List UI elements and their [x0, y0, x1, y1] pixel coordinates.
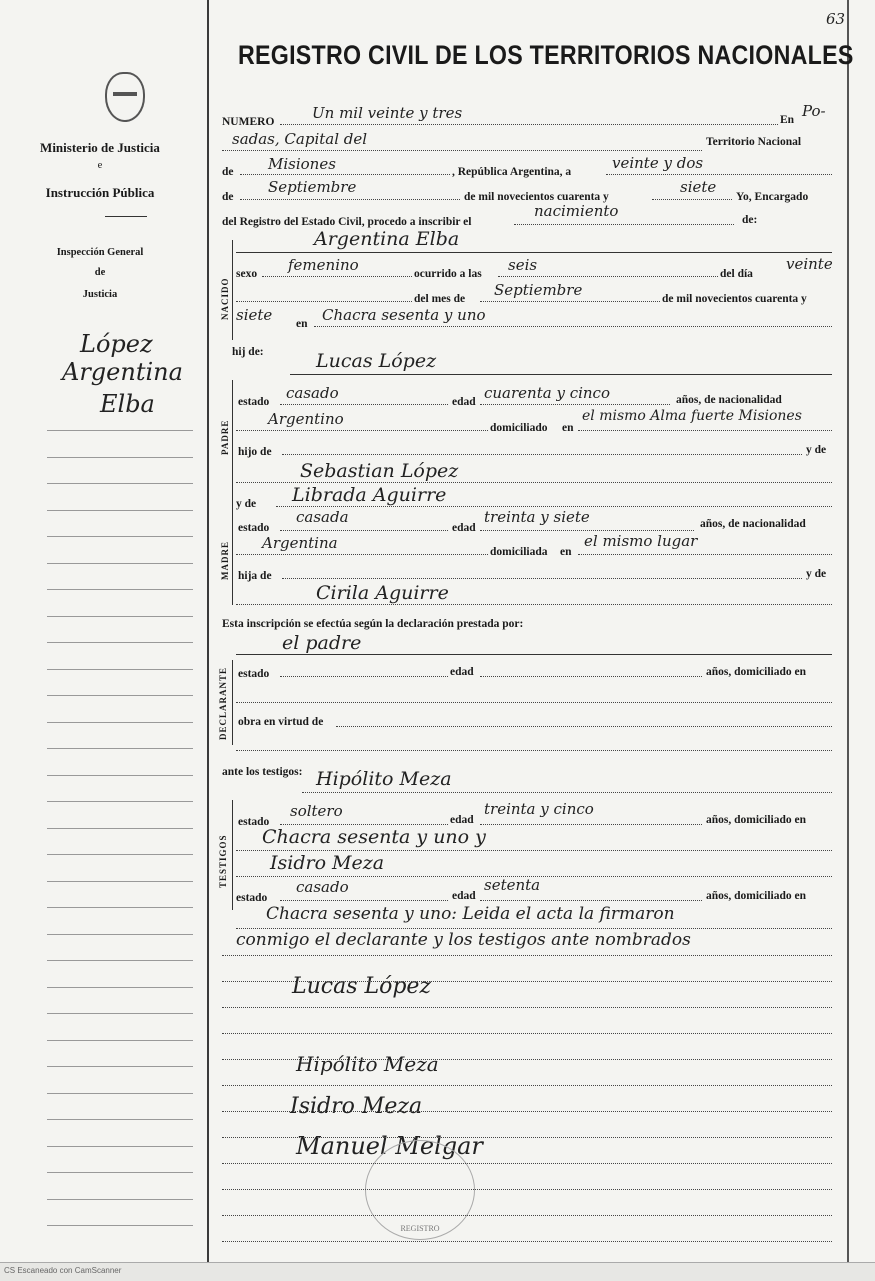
abuela-materna-value: Cirila Aguirre	[316, 582, 449, 604]
margin-rule	[47, 960, 193, 961]
rule	[232, 660, 233, 745]
margin-rule	[47, 695, 193, 696]
declarante-estado-label: estado	[238, 668, 270, 680]
page-edge	[847, 0, 849, 1262]
signature-rule	[222, 1007, 832, 1008]
madre-en-label: en	[560, 546, 572, 558]
margin-rule	[47, 510, 193, 511]
padre-domiciliado-label: domiciliado	[490, 422, 548, 434]
rule	[232, 380, 233, 605]
madre-edad-value: treinta y siete	[484, 508, 590, 526]
margin-rule	[47, 1199, 193, 1200]
abuela-paterna-value: Librada Aguirre	[292, 484, 447, 506]
registry-seal	[365, 1140, 475, 1240]
margin-rule	[47, 722, 193, 723]
padre-hijo-label: hijo de	[238, 446, 272, 458]
rule	[262, 276, 412, 277]
rule	[232, 800, 233, 910]
rule	[480, 676, 702, 677]
t2-edad-value: setenta	[484, 876, 541, 894]
margin-rule	[47, 483, 193, 484]
t2-estado-value: casado	[296, 878, 349, 896]
nacido-name: Argentina Elba	[314, 228, 460, 250]
inspection-line1: Inspección General	[56, 247, 144, 258]
abuelo-paterno-value: Sebastian López	[300, 460, 459, 482]
margin-rule	[47, 881, 193, 882]
madre-domicilio-value: el mismo lugar	[584, 532, 698, 550]
margin-rule	[47, 669, 193, 670]
padre-yde-label: y de	[236, 498, 257, 510]
declarante-edad-label: edad	[450, 666, 474, 678]
signature-rule	[222, 1215, 832, 1216]
dia-label: del día	[720, 268, 753, 280]
signature-testigo2: Isidro Meza	[290, 1094, 423, 1119]
margin-rule	[47, 987, 193, 988]
madre-nacionalidad-value: Argentina	[262, 534, 338, 552]
rule	[280, 824, 448, 825]
margin-rule	[47, 642, 193, 643]
hijo-label: hij de:	[232, 346, 264, 358]
margin-rule	[47, 1013, 193, 1014]
document-title: REGISTRO CIVIL DE LOS TERRITORIOS NACIONALES	[238, 40, 854, 70]
padre-en-label: en	[562, 422, 574, 434]
testigos-ante-label: ante los testigos:	[222, 766, 303, 778]
margin-rule	[47, 1093, 193, 1094]
rule	[480, 530, 694, 531]
padre-estado-label: estado	[238, 396, 270, 408]
madre-section-label: MADRE	[220, 541, 230, 580]
margin-rule	[47, 430, 193, 431]
rule	[498, 276, 718, 277]
madre-edad-label: edad	[452, 522, 476, 534]
rule	[280, 676, 448, 677]
margin-rule	[47, 1119, 193, 1120]
mes-label: del mes de	[414, 293, 466, 305]
rule	[236, 928, 832, 929]
margin-rule	[47, 907, 193, 908]
madre-anios-label: años, de nacionalidad	[700, 518, 806, 530]
declarante-anios-label: años, domiciliado en	[706, 666, 807, 678]
rule	[280, 530, 448, 531]
lugar-value: Chacra sesenta y uno	[322, 306, 486, 324]
t1-estado-label: estado	[238, 816, 270, 828]
page-fold	[207, 0, 209, 1262]
madre-estado-value: casada	[296, 508, 349, 526]
margin-annotation-name2: Elba	[100, 390, 155, 418]
ministry-line1: Ministerio de Justicia	[40, 140, 160, 155]
territory-value: Misiones	[268, 155, 336, 173]
registro-label: del Registro del Estado Civil, procedo a inscribir el	[222, 216, 472, 228]
year-label: de mil novecientos cuarenta y	[464, 191, 609, 203]
margin-rule	[47, 1040, 193, 1041]
signature-rule	[222, 1163, 832, 1164]
madre-domiciliada-label: domiciliada	[490, 546, 548, 558]
madre-yde-end-label: y de	[806, 568, 827, 580]
rule	[236, 554, 488, 555]
rule	[240, 199, 460, 200]
t2-edad-label: edad	[452, 890, 476, 902]
rule	[236, 252, 832, 253]
ocurrido-label: ocurrido a las	[414, 268, 482, 280]
rule	[236, 482, 832, 483]
signature-rule	[222, 1241, 832, 1242]
location-value: sadas, Capital del	[232, 130, 368, 148]
hora-value: seis	[508, 256, 538, 274]
margin-rule	[47, 1172, 193, 1173]
rule	[282, 454, 802, 455]
en-value: Po-	[802, 102, 826, 120]
nacido-section-label: NACIDO	[220, 277, 230, 320]
de2-label: de	[222, 191, 234, 203]
numero-value: Un mil veinte y tres	[312, 104, 463, 122]
rule	[282, 578, 802, 579]
margin-rule	[47, 934, 193, 935]
rule	[236, 702, 832, 703]
t1-estado-value: soltero	[290, 802, 343, 820]
closing-text: conmigo el declarante y los testigos ante nombrados	[236, 930, 691, 950]
ministry-line2: e	[97, 160, 103, 171]
territorio-label: Territorio Nacional	[706, 136, 802, 148]
rule	[236, 750, 832, 751]
rule	[236, 430, 488, 431]
act-value: nacimiento	[534, 202, 619, 220]
padre-edad-value: cuarenta y cinco	[484, 384, 610, 402]
rule	[314, 326, 832, 327]
signature-rule	[222, 1059, 832, 1060]
inspection-line3: Justicia	[82, 289, 118, 300]
t2-estado-label: estado	[236, 892, 268, 904]
margin-rule	[47, 854, 193, 855]
seal-text: REGISTRO	[400, 1224, 440, 1233]
margin-rule	[47, 536, 193, 537]
rule	[302, 792, 832, 793]
anio-value: siete	[236, 306, 273, 324]
rule	[480, 900, 702, 901]
rule	[280, 404, 448, 405]
day-value: veinte y dos	[612, 154, 704, 172]
padre-yde-end-label: y de	[806, 444, 827, 456]
sexo-label: sexo	[236, 268, 258, 280]
signature-rule	[222, 955, 832, 956]
rule	[236, 654, 832, 655]
padre-domicilio-value: el mismo Alma fuerte Misiones	[582, 408, 802, 424]
signature-encargado: Manuel Melgar	[296, 1132, 483, 1160]
margin-rule	[47, 563, 193, 564]
year-value: siete	[680, 178, 717, 196]
rule	[480, 824, 702, 825]
rule	[276, 506, 832, 507]
numero-label: NUMERO	[222, 116, 275, 128]
obra-label: obra en virtud de	[238, 716, 324, 728]
signature-testigo1: Hipólito Meza	[296, 1052, 439, 1076]
rule	[236, 604, 832, 605]
padre-estado-value: casado	[286, 384, 339, 402]
rule	[480, 404, 670, 405]
padre-section-label: PADRE	[220, 419, 230, 455]
rule	[652, 199, 732, 200]
dia-value: veinte	[786, 255, 833, 273]
republica-label: , República Argentina, a	[452, 166, 572, 178]
margin-rule	[47, 589, 193, 590]
margin-rule	[47, 828, 193, 829]
declaracion-label: Esta inscripción se efectúa según la declaración prestada por:	[222, 618, 524, 630]
rule	[222, 150, 702, 151]
rule	[280, 900, 448, 901]
anio-label: de mil novecientos cuarenta y	[662, 293, 807, 305]
scanner-footer: CS Escaneado con CamScanner	[4, 1266, 122, 1275]
margin-annotation-name1: Argentina	[62, 358, 183, 386]
nacido-en-label: en	[296, 318, 308, 330]
hijo-value: Lucas López	[316, 350, 437, 372]
rule	[240, 174, 450, 175]
testigo1-name: Hipólito Meza	[316, 768, 452, 790]
t1-domicilio-value: Chacra sesenta y uno y	[262, 826, 486, 848]
margin-annotation-surname: López	[80, 330, 153, 358]
declarante-section-label: DECLARANTE	[218, 666, 228, 740]
t1-edad-value: treinta y cinco	[484, 800, 594, 818]
de-label: de	[222, 166, 234, 178]
sexo-value: femenino	[288, 256, 359, 274]
madre-estado-label: estado	[238, 522, 270, 534]
signature-declarante: Lucas López	[292, 974, 432, 999]
t2-anios-label: años, domiciliado en	[706, 890, 807, 902]
margin-rule	[47, 457, 193, 458]
padre-anios-label: años, de nacionalidad	[676, 394, 782, 406]
rule	[236, 301, 412, 302]
ministry-rule	[105, 216, 147, 217]
testigos-section-label: TESTIGOS	[218, 834, 228, 888]
margin-rule	[47, 1225, 193, 1226]
margin-rule	[47, 1066, 193, 1067]
margin-rule	[47, 1146, 193, 1147]
rule	[280, 124, 778, 125]
encargado-label: Yo, Encargado	[736, 191, 809, 203]
padre-edad-label: edad	[452, 396, 476, 408]
rule	[336, 726, 832, 727]
margin-rule	[47, 748, 193, 749]
signature-rule	[222, 1189, 832, 1190]
madre-hija-label: hija de	[238, 570, 272, 582]
margin-rule	[47, 801, 193, 802]
signature-rule	[222, 981, 832, 982]
rule	[606, 174, 832, 175]
page-bottom	[0, 1262, 875, 1281]
rule	[236, 850, 832, 851]
rule	[578, 430, 832, 431]
inspection-line2: de	[94, 267, 106, 278]
signature-rule	[222, 1137, 832, 1138]
month-value: Septiembre	[268, 178, 357, 196]
rule	[480, 301, 660, 302]
rule	[578, 554, 832, 555]
margin-rule	[47, 616, 193, 617]
signature-rule	[222, 1111, 832, 1112]
rule	[290, 374, 832, 375]
margin-rule	[47, 775, 193, 776]
testigo2-name: Isidro Meza	[270, 852, 385, 874]
signature-rule	[222, 1085, 832, 1086]
t2-domicilio-value: Chacra sesenta y uno: Leida el acta la firmaron	[266, 904, 675, 924]
de3-label: de:	[742, 214, 758, 226]
en-label: En	[780, 114, 795, 126]
rule	[232, 240, 233, 340]
t1-edad-label: edad	[450, 814, 474, 826]
page-number: 63	[826, 10, 846, 28]
rule	[514, 224, 734, 225]
mes-value: Septiembre	[494, 281, 583, 299]
signature-rule	[222, 1033, 832, 1034]
ministry-line3: Instrucción Pública	[45, 185, 155, 200]
padre-nacionalidad-value: Argentino	[268, 410, 344, 428]
declaracion-value: el padre	[282, 632, 362, 654]
t1-anios-label: años, domiciliado en	[706, 814, 807, 826]
coat-of-arms-icon	[105, 72, 145, 122]
